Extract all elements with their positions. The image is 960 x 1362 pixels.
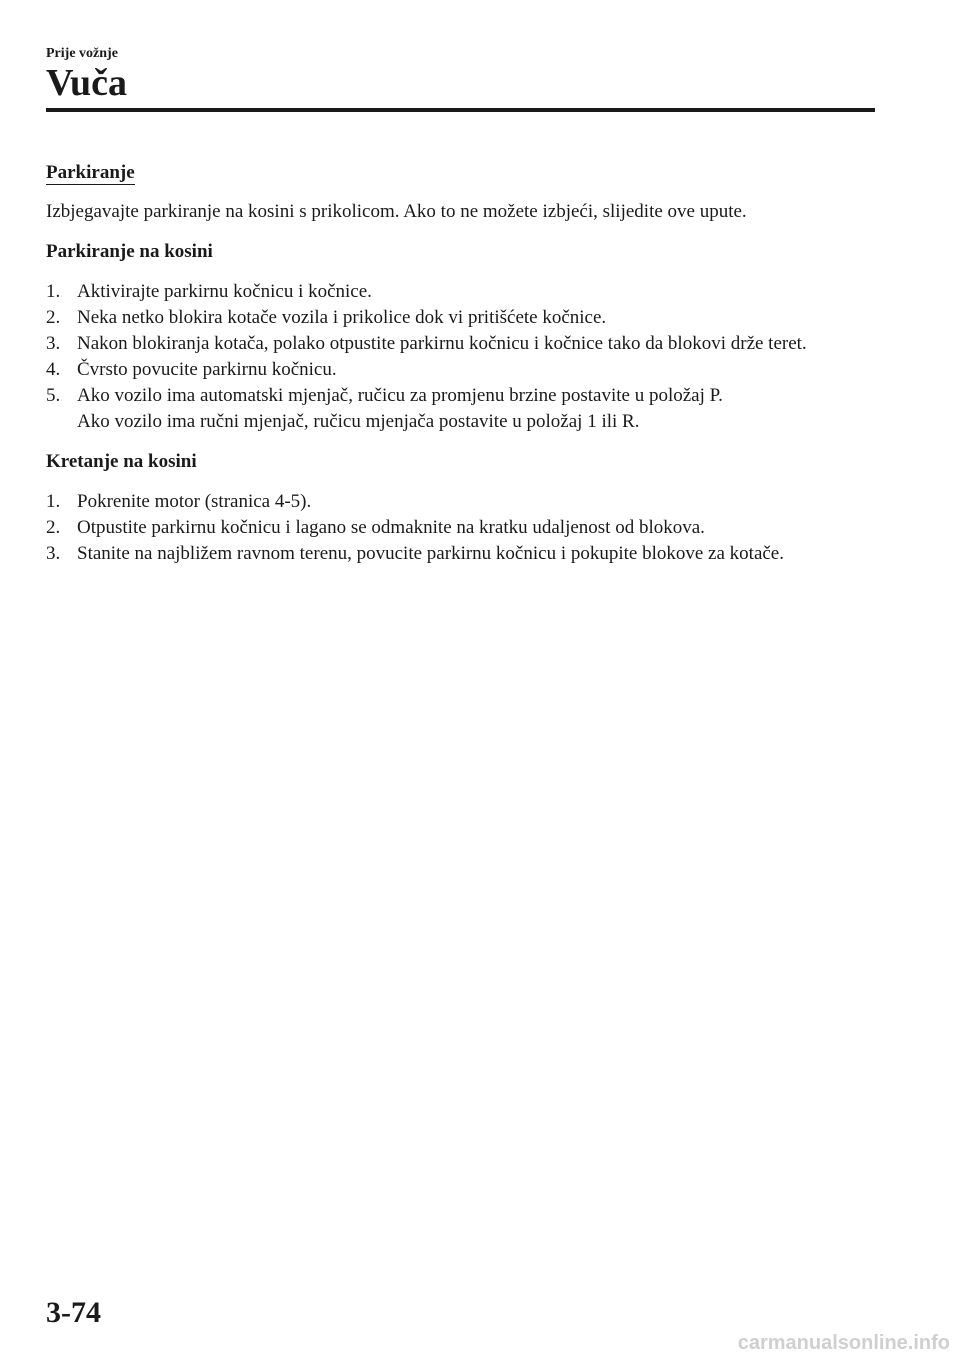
- list-item: [46, 515, 876, 541]
- step-number: 4.: [46, 359, 61, 380]
- list-item: [46, 383, 876, 435]
- list-item: [46, 331, 876, 357]
- slope-moving-heading: Kretanje na kosini: [46, 451, 197, 472]
- step-text: Ako vozilo ima automatski mjenjač, ručicu za promjenu brzine postavite u položaj P.: [77, 385, 723, 406]
- step-number: 2.: [46, 307, 61, 328]
- step-number: 1.: [46, 491, 61, 512]
- header-divider: [46, 108, 875, 112]
- step-number: 3.: [46, 543, 61, 564]
- step-number: 2.: [46, 517, 61, 538]
- step-number: 1.: [46, 281, 61, 302]
- step-text: Čvrsto povucite parkirnu kočnicu.: [77, 359, 337, 380]
- page-content: [46, 160, 876, 581]
- watermark: carmanualsonline.info: [737, 1332, 950, 1354]
- section-label: Prije vožnje: [46, 46, 118, 61]
- slope-parking-heading: Parkiranje na kosini: [46, 241, 213, 262]
- step-text: Stanite na najbližem ravnom terenu, povucite parkirnu kočnicu i pokupite blokove za kotače.: [77, 543, 784, 564]
- step-text: Aktivirajte parkirnu kočnicu i kočnice.: [77, 281, 372, 302]
- list-item: [46, 279, 876, 305]
- step-text: Otpustite parkirnu kočnicu i lagano se odmaknite na kratku udaljenost od blokova.: [77, 517, 705, 538]
- page-title: Vuča: [46, 62, 127, 104]
- list-item: [46, 305, 876, 331]
- page-number: 3-74: [46, 1296, 101, 1329]
- slope-parking-steps: [46, 279, 876, 435]
- list-item: [46, 541, 876, 567]
- parking-heading: Parkiranje: [46, 162, 135, 183]
- step-text: Pokrenite motor (stranica 4-5).: [77, 491, 312, 512]
- list-item: [46, 489, 876, 515]
- parking-intro: Izbjegavajte parkiranje na kosini s prikolicom. Ako to ne možete izbjeći, slijedite ove upute.: [46, 201, 747, 222]
- step-number: 3.: [46, 333, 61, 354]
- step-text: Nakon blokiranja kotača, polako otpustite parkirnu kočnicu i kočnice tako da blokovi drže teret.: [77, 333, 807, 354]
- list-item: [46, 357, 876, 383]
- slope-moving-steps: [46, 489, 876, 567]
- step-text: Neka netko blokira kotače vozila i prikolice dok vi pritišćete kočnice.: [77, 307, 607, 328]
- step-text-continued: Ako vozilo ima ručni mjenjač, ručicu mjenjača postavite u položaj 1 ili R.: [77, 411, 640, 432]
- step-number: 5.: [46, 385, 61, 406]
